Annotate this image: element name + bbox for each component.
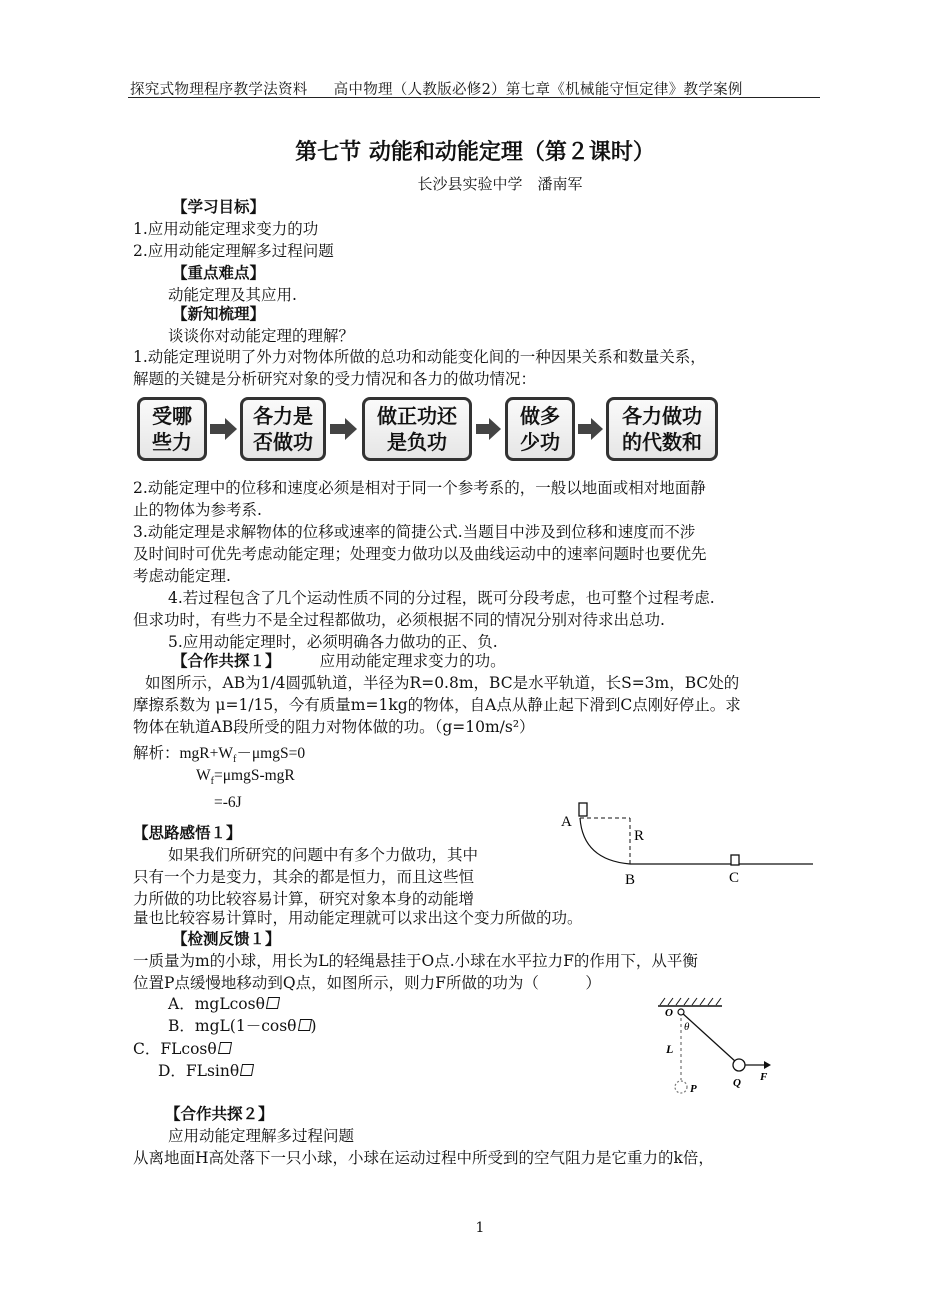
pendulum-figure xyxy=(650,994,800,1104)
coop2-line-1: 从离地面H高处落下一只小球，小球在运动过程中所受到的空气阻力是它重力的k倍， xyxy=(133,1149,714,1167)
label-a: A xyxy=(561,814,572,830)
solution-line-3: =-6J xyxy=(214,794,242,811)
square-glyph-icon xyxy=(297,1019,311,1031)
solution-line-1 xyxy=(133,741,305,765)
point-3-line-2: 及时间时可优先考虑动能定理；处理变力做功以及曲线运动中的速率问题时也要优先 xyxy=(133,545,707,563)
point-4-line-1: 4.若过程包含了几个运动性质不同的分过程，既可分段考虑，也可整个过程考虑. xyxy=(168,589,715,607)
option-a-text: A．mgLcosθ xyxy=(168,995,265,1013)
insight-line-4: 量也比较容易计算时，用动能定理就可以求出这个变力所做的功。 xyxy=(133,909,583,927)
insight-line-2: 只有一个力是变力，其余的都是恒力，而且这些恒 xyxy=(133,868,475,886)
key-text: 动能定理及其应用. xyxy=(168,286,297,304)
square-glyph-icon xyxy=(218,1042,232,1054)
flow-step-4 xyxy=(505,397,575,461)
pivot xyxy=(678,1009,684,1015)
author: 长沙县实验中学 潘南军 xyxy=(417,175,583,193)
coop2-subtitle: 应用动能定理解多过程问题 xyxy=(168,1127,355,1145)
coop1-line-3: 物体在轨道AB段所受的阻力对物体做的功。（g=10m/s²） xyxy=(133,718,535,736)
ceiling-hatch xyxy=(660,998,721,1005)
solution-line-2-sub: f xyxy=(210,776,214,788)
flow-arrowhead-4 xyxy=(591,418,603,440)
label-c: C xyxy=(729,870,740,886)
square-glyph-icon xyxy=(266,997,280,1009)
arc-track-figure xyxy=(555,800,815,895)
block-at-a xyxy=(579,803,587,816)
flow-arrow-1 xyxy=(210,424,226,434)
ball-q xyxy=(733,1059,745,1071)
page-title: 第七节 动能和动能定理（第２课时） xyxy=(295,140,655,165)
coop1-line-2: 摩擦系数为 μ=1/15，今有质量m=1kg的物体，自A点从静止起下滑到C点刚好停止。求 xyxy=(133,696,741,714)
option-b-text: B．mgL(1－cosθ xyxy=(168,1017,297,1035)
header-right: 高中物理（人教版必修2）第七章《机械能守恒定律》教学案例 xyxy=(333,82,743,98)
flow-step-2 xyxy=(240,397,326,461)
label-q: Q xyxy=(733,1077,741,1089)
check-heading: 【检测反馈１】 xyxy=(172,930,281,948)
goals-heading: 【学习目标】 xyxy=(172,198,266,216)
check-line-2: 位置P点缓慢地移动到Q点，如图所示，则力F所做的功为（ ） xyxy=(133,974,601,992)
check-line-1: 一质量为m的小球，用长为L的轻绳悬挂于O点.小球在水平拉力F的作用下，从平衡 xyxy=(133,952,698,970)
option-c[interactable] xyxy=(133,1037,231,1059)
coop1-subtitle: 应用动能定理求变力的功。 xyxy=(319,652,506,670)
page-header xyxy=(130,78,743,99)
flow-arrowhead-2 xyxy=(345,418,357,440)
point-2-line-1: 2.动能定理中的位移和速度必须是相对于同一个参考系的，一般以地面或相对地面静 xyxy=(133,479,706,497)
flow-arrow-4 xyxy=(578,424,592,434)
flow-arrowhead-1 xyxy=(225,418,237,440)
flow-step-2-text: 各力是 否做功 xyxy=(253,404,313,454)
ball-p xyxy=(675,1081,687,1093)
option-b[interactable] xyxy=(168,1014,317,1036)
flow-step-5 xyxy=(606,397,718,461)
option-b-end: ) xyxy=(310,1017,317,1035)
string xyxy=(681,1012,736,1062)
coop1-line-1: 如图所示，AB为1/4圆弧轨道，半径为R=0.8m，BC是水平轨道，长S=3m，BC处的 xyxy=(145,674,740,692)
label-theta: θ xyxy=(684,1021,690,1033)
header-left: 探究式物理程序教学法资料 xyxy=(130,82,308,98)
solution-line-1-sub: f xyxy=(233,754,237,766)
point-1-line-1: 1.动能定理说明了外力对物体所做的总功和动能变化间的一种因果关系和数量关系， xyxy=(133,348,706,366)
point-3-line-3: 考虑动能定理. xyxy=(133,567,231,585)
coop1-heading: 【合作共探１】 xyxy=(172,652,281,670)
key-heading: 【重点难点】 xyxy=(172,264,266,282)
square-glyph-icon xyxy=(240,1064,254,1076)
solution-line-2 xyxy=(196,767,295,787)
label-o: O xyxy=(665,1007,673,1019)
arc-ab xyxy=(580,818,630,864)
coop2-heading: 【合作共探２】 xyxy=(165,1105,274,1123)
flow-step-5-text: 各力做功 的代数和 xyxy=(622,404,702,454)
insight-heading: 【思路感悟１】 xyxy=(133,824,242,842)
solution-line-2-a: W xyxy=(196,767,211,784)
insight-line-1: 如果我们所研究的问题中有多个力做功，其中 xyxy=(168,846,479,864)
goal-2: 2.应用动能定理解多过程问题 xyxy=(133,242,334,260)
label-p: P xyxy=(690,1083,697,1095)
point-4-line-2: 但求功时，有些力不是全过程都做功，必须根据不同的情况分别对待求出总功. xyxy=(133,611,665,629)
solution-line-1-b: －μmgS=0 xyxy=(236,745,306,762)
goal-1: 1.应用动能定理求变力的功 xyxy=(133,220,319,238)
point-1-line-2: 解题的关键是分析研究对象的受力情况和各力的做功情况： xyxy=(133,370,537,388)
block-at-c xyxy=(731,855,739,865)
option-a[interactable] xyxy=(168,992,279,1014)
solution-line-2-b: =μmgS-mgR xyxy=(213,767,295,784)
force-arrowhead xyxy=(764,1061,771,1069)
label-r: R xyxy=(634,828,645,844)
option-c-text: C．FLcosθ xyxy=(133,1040,217,1058)
header-rule xyxy=(128,97,820,98)
label-f: F xyxy=(760,1071,768,1083)
flow-arrow-3 xyxy=(476,424,490,434)
flow-step-3-text: 做正功还 是负功 xyxy=(377,404,457,454)
option-d-text: D．FLsinθ xyxy=(158,1062,240,1080)
flow-arrow-2 xyxy=(330,424,346,434)
point-5: 5.应用动能定理时，必须明确各力做功的正、负. xyxy=(168,633,498,651)
label-b: B xyxy=(625,872,636,888)
new-intro: 谈谈你对动能定理的理解？ xyxy=(168,327,355,345)
point-3-line-1: 3.动能定理是求解物体的位移或速率的简捷公式.当题目中涉及到位移和速度而不涉 xyxy=(133,523,696,541)
solution-line-1-a: 解析：mgR+W xyxy=(133,745,234,762)
new-heading: 【新知梳理】 xyxy=(172,305,266,323)
option-d[interactable] xyxy=(158,1059,253,1081)
label-l: L xyxy=(666,1042,674,1056)
flow-step-4-text: 做多 少功 xyxy=(520,404,560,454)
coop1-heading-row xyxy=(172,649,506,671)
flow-step-3 xyxy=(362,397,472,461)
flow-step-1 xyxy=(137,397,207,461)
flow-arrowhead-3 xyxy=(489,418,501,440)
flow-step-1-text: 受哪 些力 xyxy=(152,404,192,454)
page-number: 1 xyxy=(475,1220,485,1236)
point-2-line-2: 止的物体为参考系. xyxy=(133,501,262,519)
insight-line-3: 力所做的功比较容易计算，研究对象本身的动能增 xyxy=(133,890,475,908)
